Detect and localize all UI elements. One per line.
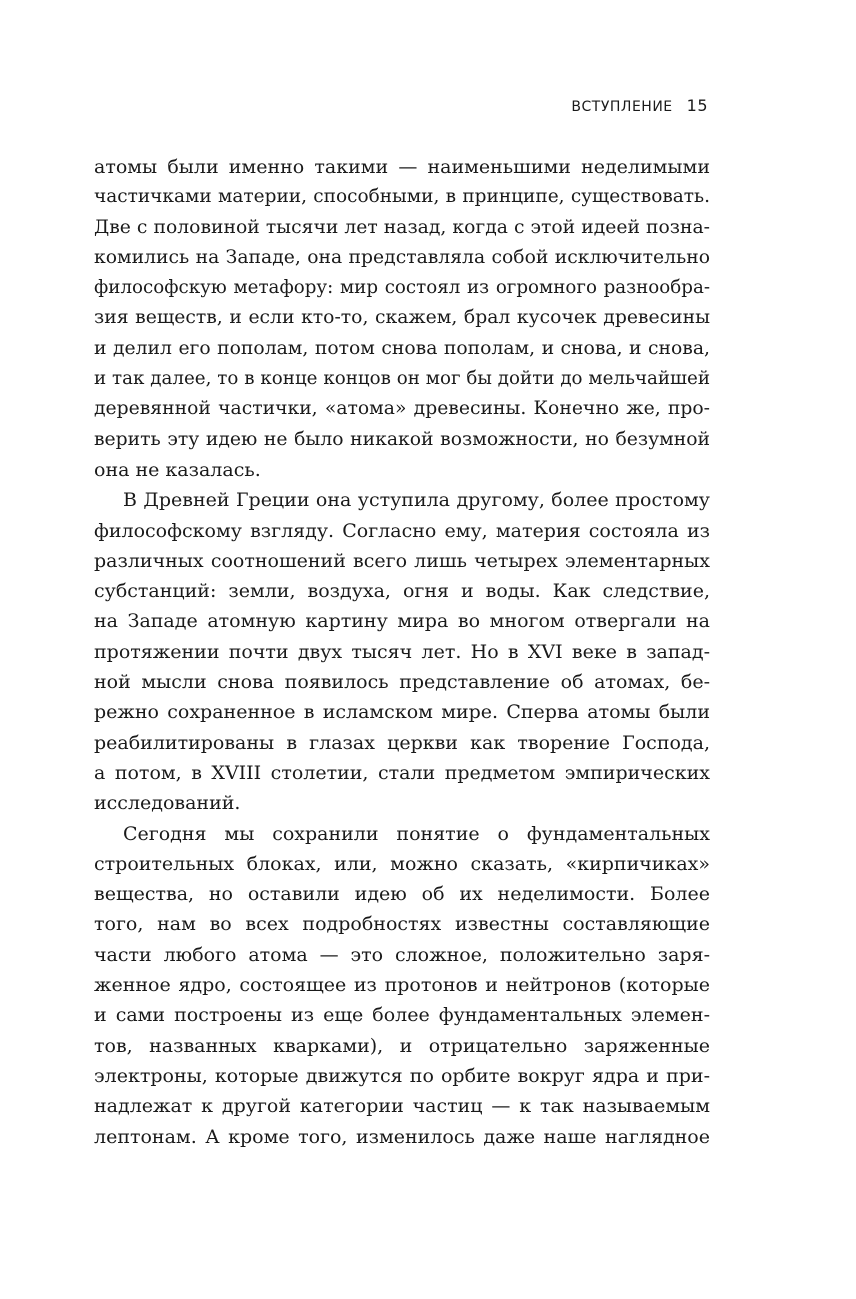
text-line: она не казалась. [94, 458, 261, 481]
text-line: и делил его пополам, потом снова пополам, и снова, и снова, [94, 337, 710, 359]
text-line: и так далее, то в конце концов он мог бы дойти до мельчайшей [94, 368, 710, 390]
paragraph-first-line: Сегодня мы сохранили понятие о фундаментальных [123, 822, 710, 845]
body-text [94, 152, 710, 1152]
text-line: и сами построены из еще более фундаментальных элемен- [94, 1004, 710, 1027]
text-line: частичками материи, способными, в принципе, существовать. [94, 186, 710, 208]
text-line: женное ядро, состоящее из протонов и нейтронов (которые [94, 974, 710, 997]
running-head [571, 96, 708, 115]
text-line: режно сохраненное в исламском мире. Сперва атомы были [94, 701, 710, 724]
text-line: на Западе атомную картину мира во многом отвергали на [94, 610, 710, 633]
page-number: 15 [686, 96, 708, 115]
text-line: а потом, в XVIII столетии, стали предметом эмпирических [94, 761, 710, 784]
text-line: атомы были именно такими — наименьшими неделимыми [94, 156, 710, 178]
text-line: того, нам во всех подробностях известны составляющие [94, 913, 710, 936]
text-line: строительных блоках, или, можно сказать, «кирпичиках» [94, 852, 710, 875]
text-line: протяжении почти двух тысяч лет. Но в XVI веке в запад- [94, 640, 710, 663]
text-line: комились на Западе, она представляла собой исключительно [94, 246, 710, 268]
text-line: реабилитированы в глазах церкви как творение Господа, [94, 731, 710, 754]
text-line: верить эту идею не было никакой возможности, но безумной [94, 428, 710, 450]
running-head-section: ВСТУПЛЕНИЕ [571, 99, 673, 115]
text-line: исследований. [94, 792, 241, 815]
text-line: лептонам. А кроме того, изменилось даже наше наглядное [94, 1125, 710, 1148]
text-line: вещества, но оставили идею об их неделимости. Более [94, 883, 710, 906]
text-line: тов, названных кварками), и отрицательно заряженные [94, 1034, 710, 1057]
text-line: надлежат к другой категории частиц — к так называемым [94, 1095, 710, 1118]
text-line: философскому взгляду. Согласно ему, материя состояла из [94, 519, 710, 542]
text-line: философскую метафору: мир состоял из огромного разнообра- [94, 277, 710, 299]
text-line: деревянной частички, «атома» древесины. Конечно же, про- [94, 398, 710, 420]
text-line: субстанций: земли, воздуха, огня и воды. Как следствие, [94, 580, 710, 603]
paragraph-first-line: В Древней Греции она уступила другому, более простому [123, 489, 710, 512]
text-line: различных соотношений всего лишь четырех элементарных [94, 549, 710, 572]
text-line: ной мысли снова появилось представление об атомах, бе- [94, 671, 710, 694]
text-line: электроны, которые движутся по орбите вокруг ядра и при- [94, 1064, 710, 1087]
text-line: части любого атома — это сложное, положительно заря- [94, 943, 710, 966]
text-line: Две с половиной тысячи лет назад, когда с этой идеей позна- [94, 216, 710, 238]
text-line: зия веществ, и если кто-то, скажем, брал кусочек древесины [94, 307, 710, 329]
